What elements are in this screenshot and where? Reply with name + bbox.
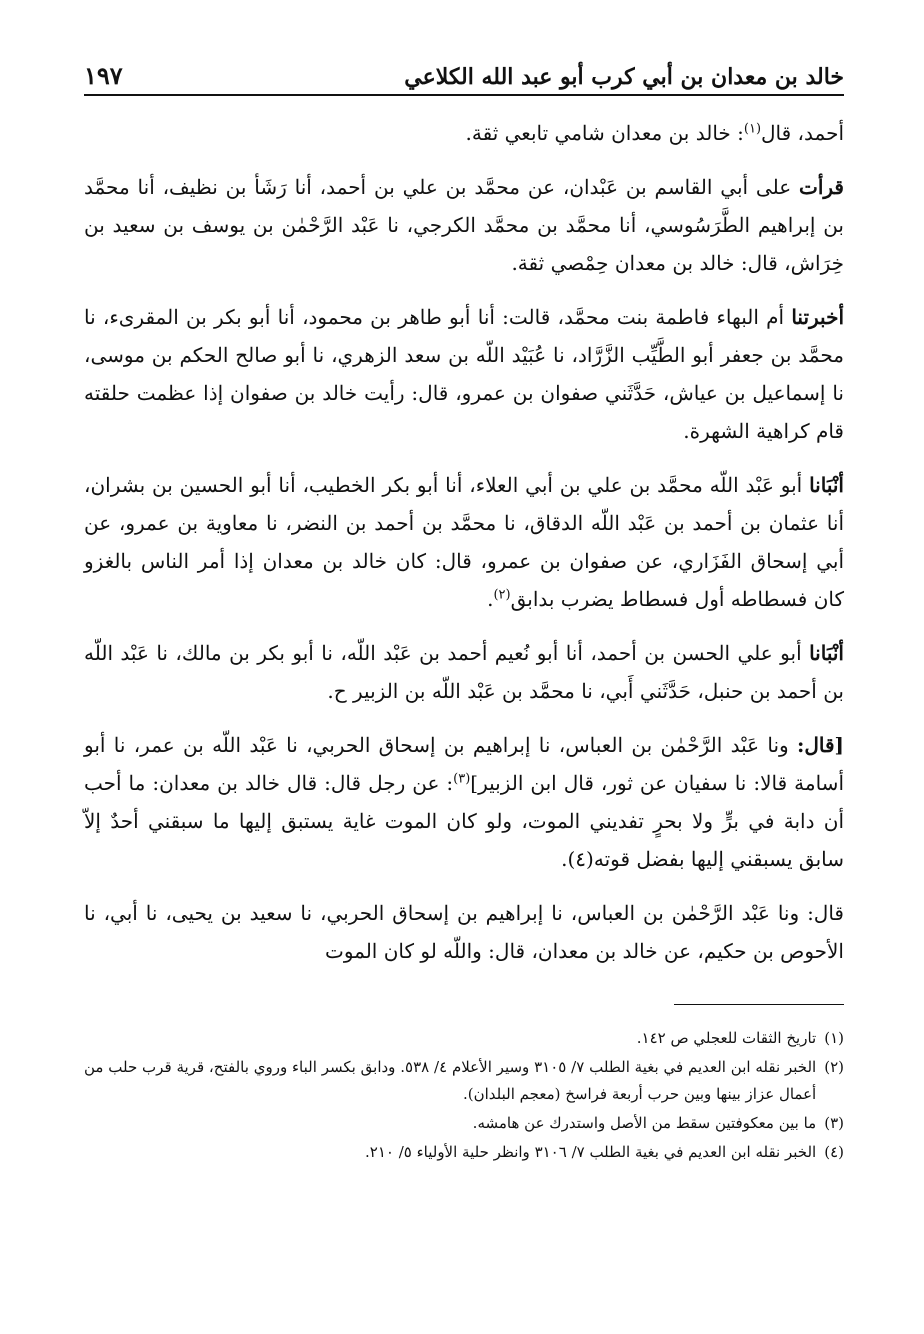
paragraph: قرأت على أبي القاسم بن عَبْدان، عن محمَّد بن علي بن أحمد، أنا رَشَأ بن نظيف، أنا محمَّد بن إبراهيم الطَّرَسُوسي، أنا محمَّد بن محمَّد الكرجي، نا عَبْد الرَّحْمٰن بن يوسف بن سعيد بن خِرَاش، قال: خالد بن معدان حِمْصي ثقة. [84,175,844,275]
paragraph: قال: ونا عَبْد الرَّحْمٰن بن العباس، نا إبراهيم بن إسحاق الحربي، نا سعيد بن يحيى، نا أبي، نا الأحوص بن حكيم، عن خالد بن معدان، قال: واللّه لو كان الموت [84,901,844,963]
paragraph-lead-word: قرأت [799,175,844,199]
paragraph: أنْبَانا أبو علي الحسن بن أحمد، أنا أبو نُعيم أحمد بن عَبْد اللّه، نا أبو بكر بن مالك، نا عَبْد اللّه بن أحمد بن حنبل، حَدَّثَني أَبي، نا محمَّد بن عَبْد اللّه بن الزبير ح. [84,641,844,703]
footnote: (٣) ما بين معكوفتين سقط من الأصل واستدرك عن هامشه. [472,1114,844,1132]
paragraph-lead-word: أخبرتنا [791,305,844,329]
footnotes [84,1025,844,1166]
paragraph: أحمد، قال$^{(١)}$: خالد بن معدان شامي تابعي ثقة. [465,121,844,145]
running-title: خالد بن معدان بن أبي كرب أبو عبد الله الكلاعي [404,64,844,90]
page-number: ١٩٧ [84,61,123,90]
page-header [84,50,844,96]
paragraph-lead-word: أنْبَانا [809,473,844,497]
footnote-ref: (١) [743,121,762,137]
paragraph: أخبرتنا أم البهاء فاطمة بنت محمَّد، قالت: أنا أبو طاهر بن محمود، أنا أبو بكر بن المقرىء، نا محمَّد بن جعفر أبو الطَّيِّب الزَّرَّاد، نا عُبَيْد اللّه بن سعد الزهري، نا أبو صالح الحكم بن موسى، نا إسماعيل بن عياش، حَدَّثَني صفوان بن عمرو، قال: رأيت خالد بن صفوان إذا عظمت حلقته قام كراهية الشهرة. [84,305,844,443]
document-page [84,50,844,1168]
paragraph: أنْبَانا أبو عَبْد اللّه محمَّد بن علي بن أبي العلاء، أنا أبو بكر الخطيب، أنا أبو الحسين بن بشران، أنا عثمان بن أحمد بن عَبْد اللّه الدقاق، نا محمَّد بن أحمد بن النضر، نا معاوية بن عمرو، عن أبي إسحاق الفَزَاري، عن صفوان بن عمرو، قال: كان خالد بن معدان إذا أمر الناس بالغزو كان فسطاطه أول فسطاط يضرب بدابق$^{(٢)}$. [84,473,845,611]
footnote: (٢) الخبر نقله ابن العديم في بغية الطلب ٧/ ٣١٠٥ وسير الأعلام ٤/ ٥٣٨. ودابق بكسر الباء وروي بالفتح، قرية قرب حلب من أعمال عزاز بينها وبين حرب أربعة فراسخ (معجم البلدان). [84,1058,844,1103]
footnote: (٤) الخبر نقله ابن العديم في بغية الطلب ٧/ ٣١٠٦ وانظر حلية الأولياء ٥/ ٢١٠. [364,1143,844,1161]
footnote-ref: (٣) [453,771,471,787]
footnote: (١) تاريخ الثقات للعجلي ص ١٤٢. [636,1029,844,1047]
main-text [84,114,844,970]
paragraph: [قال: ونا عَبْد الرَّحْمٰن بن العباس، نا إبراهيم بن إسحاق الحربي، نا عَبْد اللّه بن عمر، نا أبو أسامة قالا: نا سفيان عن ثور، قال ابن الزبير]$^{(٣)}$: عن رجل قال: قال خالد بن معدان: ما أحب أن دابة في برٍّ ولا بحرٍ تفديني الموت، ولو كان الموت غاية يستبق إليها ما سبقني أحدٌ إلاّ سابق يسبقني إليها بفضل قوته(٤). [84,733,844,871]
footnote-ref: (٢) [493,587,511,603]
paragraph-lead-word: [قال: [796,733,844,757]
footnote-divider [674,1004,844,1005]
paragraph-lead-word: أنْبَانا [809,641,844,665]
